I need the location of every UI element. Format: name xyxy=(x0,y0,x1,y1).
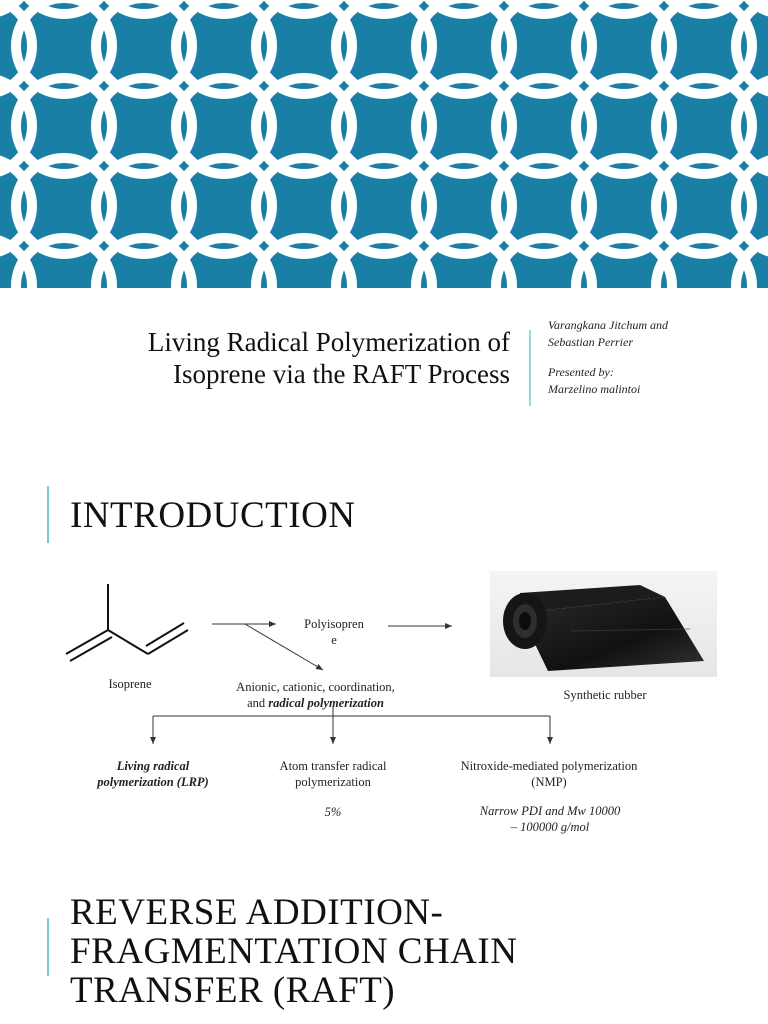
synthetic-rubber-label: Synthetic rubber xyxy=(563,688,647,702)
introduction-heading: INTRODUCTION xyxy=(70,495,356,536)
raft-accent-bar xyxy=(47,918,49,976)
raft-heading-line-1: REVERSE ADDITION- xyxy=(70,892,444,933)
synthetic-rubber-image xyxy=(490,571,717,677)
title-divider xyxy=(529,330,531,406)
isoprene-structure xyxy=(66,584,188,661)
polyisoprene-label: Polyisopren e xyxy=(304,617,364,647)
presenter-name: Marzelino malintoi xyxy=(548,382,641,396)
methods-label: Anionic, cationic, coordination, and radical polymerization xyxy=(236,680,395,710)
raft-heading xyxy=(70,893,517,1010)
authors-line-2: Sebastian Perrier xyxy=(548,335,633,349)
branch-atrp: Atom transfer radical polymerization xyxy=(279,759,387,789)
presented-by-label: Presented by: xyxy=(548,365,614,379)
pattern-banner xyxy=(0,0,768,288)
title-line-1: Living Radical Polymerization of xyxy=(147,327,510,357)
title-line-2: Isoprene via the RAFT Process xyxy=(173,359,510,389)
raft-heading-line-2: FRAGMENTATION CHAIN xyxy=(70,931,518,972)
authors-line-1: Varangkana Jitchum and xyxy=(548,318,668,332)
branch-nmp: Nitroxide-mediated polymerization (NMP) xyxy=(460,759,638,789)
atrp-note: 5% xyxy=(324,805,342,819)
presentation-title xyxy=(40,326,510,390)
raft-heading-line-3: TRANSFER (RAFT) xyxy=(70,970,396,1011)
isoprene-label: Isoprene xyxy=(108,677,152,691)
nmp-note: Narrow PDI and Mw 10000 – 100000 g/mol xyxy=(479,804,621,834)
branch-lrp: Living radical polymerization (LRP) xyxy=(97,759,209,789)
author-block xyxy=(548,317,758,398)
heading-accent-bar xyxy=(47,486,49,543)
circle-pattern xyxy=(0,0,768,288)
